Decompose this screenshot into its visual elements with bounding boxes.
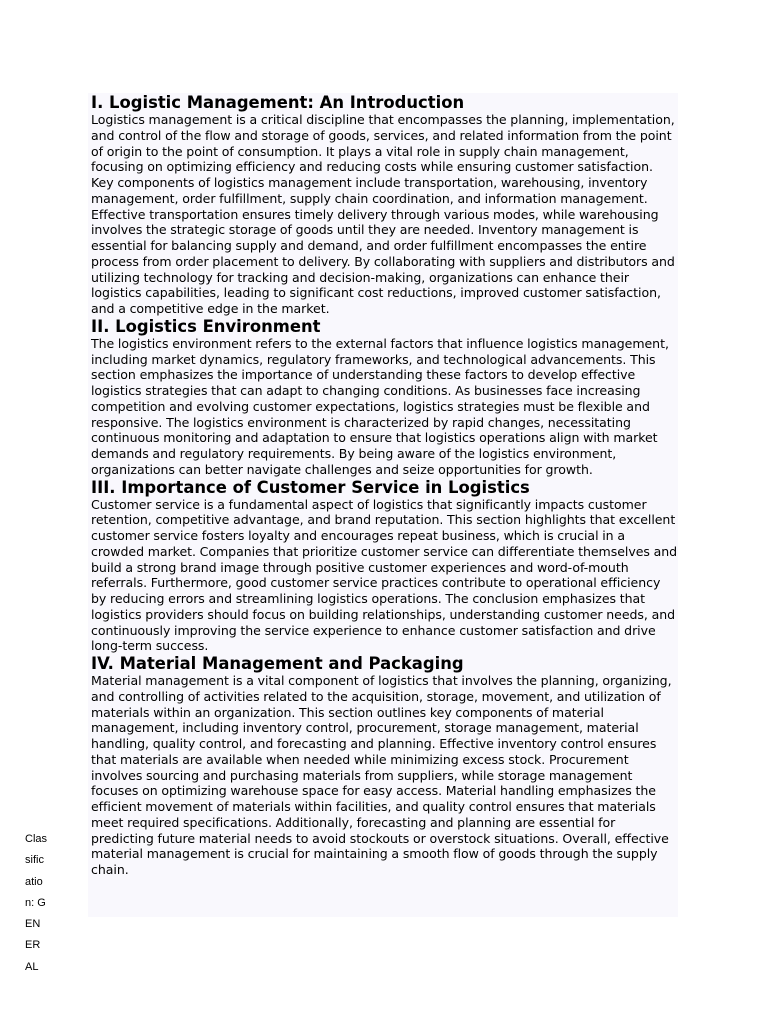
section-logistic-management (91, 93, 678, 317)
section-heading: IV. Material Management and Packaging (91, 654, 464, 673)
section-customer-service (91, 478, 678, 655)
section-logistics-environment (91, 317, 678, 478)
section-body: Logistics management is a critical discipline that encompasses the planning, implementation, and control of the flow and storage of goods, services, and related information from the point of origin to the point of consumption. It plays a vital role in supply chain management, focusing on optimizing efficiency and reducing costs while ensuring customer satisfaction. Key components of logistics management include transportation, warehousing, inventory management, order fulfillment, supply chain coordination, and information management. Effective transportation ensures timely delivery through various modes, while warehousing involves the strategic storage of goods until they are needed. Inventory management is essential for balancing supply and demand, and order fulfillment encompasses the entire process from order placement to delivery. By collaborating with suppliers and distributors and utilizing technology for tracking and decision-making, organizations can enhance their logistics capabilities, leading to significant cost reductions, improved customer satisfaction, and a competitive edge in the market. (91, 112, 675, 316)
section-body: The logistics environment refers to the external factors that influence logistics management, including market dynamics, regulatory frameworks, and technological advancements. This section emphasizes the importance of understanding these factors to develop effective logistics strategies that can adapt to changing conditions. As businesses face increasing competition and evolving customer expectations, logistics strategies must be flexible and responsive. The logistics environment is characterized by rapid changes, necessitating continuous monitoring and adaptation to ensure that logistics operations align with market demands and regulatory requirements. By being aware of the logistics environment, organizations can better navigate challenges and seize opportunities for growth. (91, 335, 669, 477)
section-heading: III. Importance of Customer Service in Logistics (91, 477, 530, 497)
document-content (88, 93, 678, 917)
section-material-management (91, 654, 678, 878)
section-body: Material management is a vital component of logistics that involves the planning, organizing, and controlling of activities related to the acquisition, storage, movement, and utilization of materials within an organization. This section outlines key components of material management, including inventory control, procurement, storage management, material handling, quality control, and forecasting and planning. Effective inventory control ensures that materials are available when needed while minimizing excess stock. Procurement involves sourcing and purchasing materials from suppliers, while storage management focuses on optimizing warehouse space for easy access. Material handling emphasizes the efficient movement of materials within facilities, and quality control ensures that materials meet required specifications. Additionally, forecasting and planning are essential for predicting future material needs to avoid stockouts or overstock situations. Overall, effective material management is crucial for maintaining a smooth flow of goods through the supply chain. (91, 673, 672, 877)
section-body: Customer service is a fundamental aspect of logistics that significantly impacts customer retention, competitive advantage, and brand reputation. This section highlights that excellent customer service fosters loyalty and encourages repeat business, which is crucial in a crowded market. Companies that prioritize customer service can differentiate themselves and build a strong brand image through positive customer experiences and word-of-mouth referrals. Furthermore, good customer service practices contribute to operational efficiency by reducing errors and streamlining logistics operations. The conclusion emphasizes that logistics providers should focus on building relationships, understanding customer needs, and continuously improving the service experience to enhance customer satisfaction and drive long-term success. (91, 496, 678, 654)
section-heading: I. Logistic Management: An Introduction (91, 93, 465, 112)
classification-label: Classification: GENERAL (25, 833, 48, 973)
section-heading: II. Logistics Environment (91, 316, 321, 336)
